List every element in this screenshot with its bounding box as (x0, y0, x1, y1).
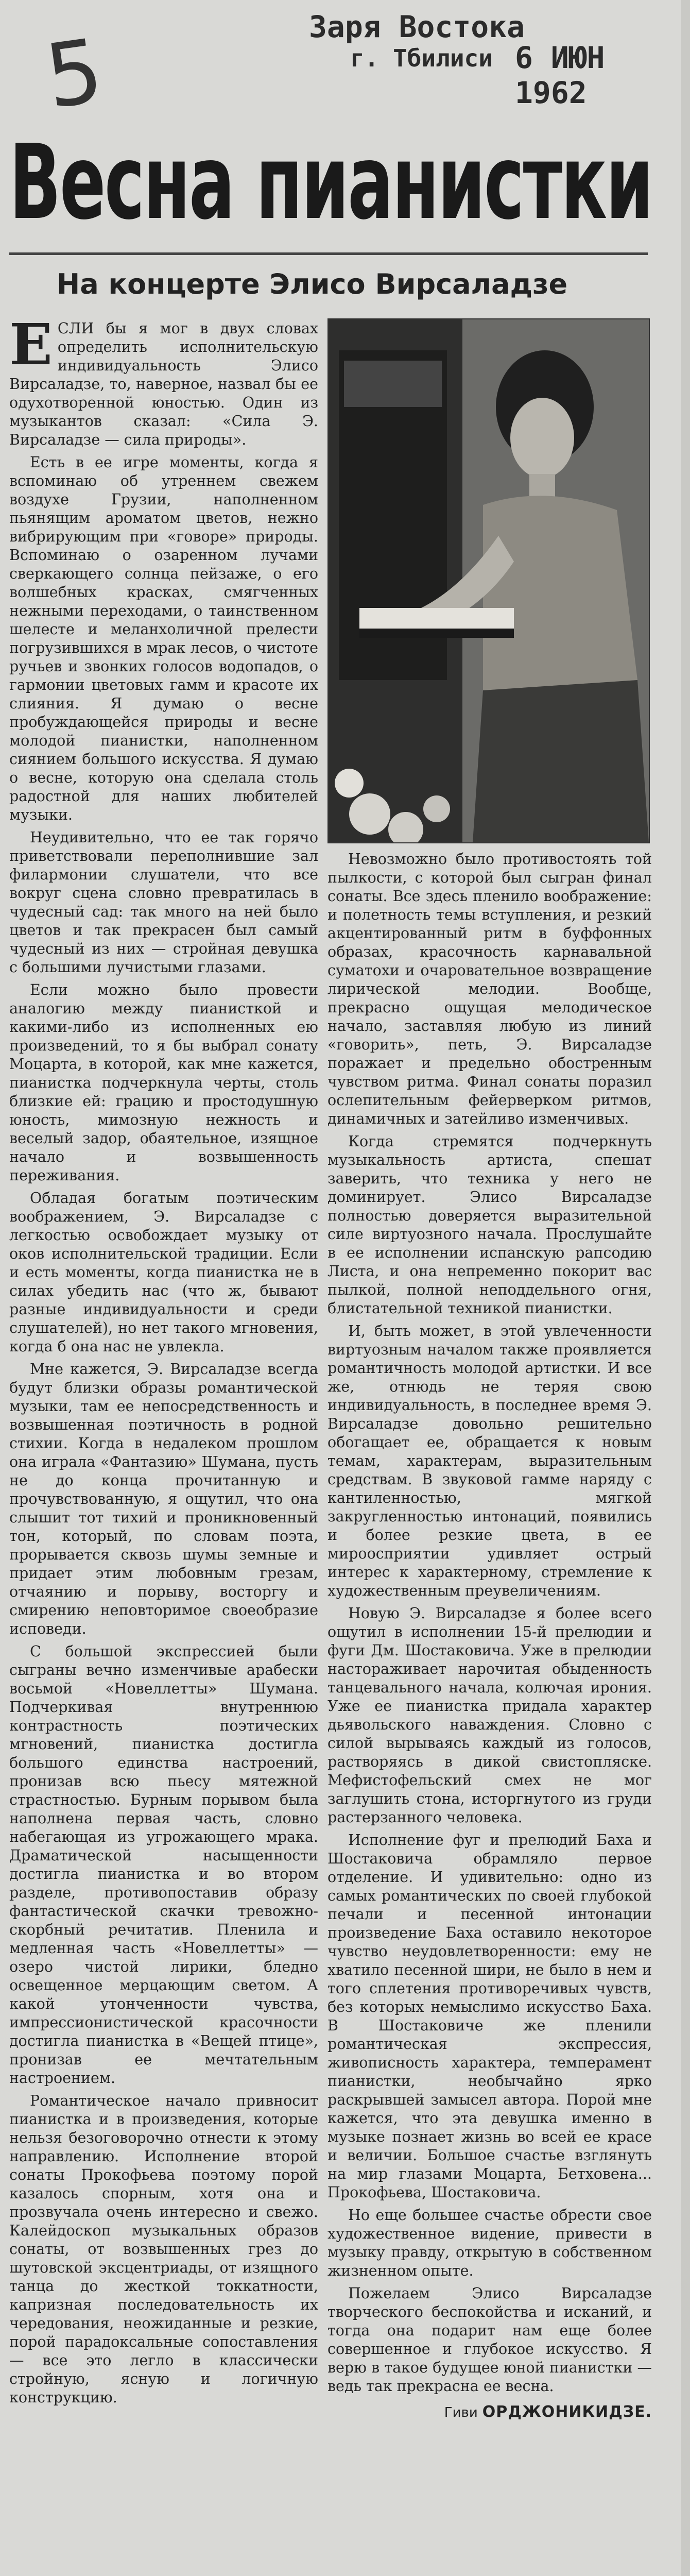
handwritten-page-number: 5 (39, 20, 109, 129)
stamp-newspaper: Заря Востока (309, 9, 525, 44)
author-first-name: Гиви (444, 2405, 478, 2420)
paragraph-9: Невозможно было противостоять той пылкости, с которой был сыгран финал сонаты. Все здесь пленило воображение: и полетность темы вступления, и резкий акцентированный ритм в буффонных образах, красочность карнавальной суматохи и очаровательное возвращение лирической мелодии. Вообще, прекрасно ощущая мелодическое начало, заставляя любую из линий «говорить», петь, Э. Вирсаладзе поражает и предельно обостренным чувством ритма. Финал сонаты поразил ослепительным фейерверком ритмов, динамичных и затейливо изменчивых. (327, 851, 652, 1127)
paragraph-6: Мне кажется, Э. Вирсаладзе всегда будут близки образы романтической музыки, там ее непосредственность и возвышенная поэтичность в родной стихии. Когда в недалеком прошлом она играла «Фантазию» Шумана, пусть не до конца прочитанную и прочувствованную, я ощутил, что она слышит тот тихий и проникновенный тон, который, по словам поэта, прорывается сквозь шумы земные и придает этим любовным грезам, отчаянию и порыву, восторгу и смирению неповторимое своеобразие исповеди. (9, 1361, 318, 1637)
paragraph-10: Когда стремятся подчеркнуть музыкальность артиста, спешат заверить, что техника у него не доминирует. Элисо Вирсаладзе полностью доверяется выразительной силе виртуозного начала. Прослушайте в ее исполнении испанскую рапсодию Листа, и она непременно покорит вас пылкой, полной неподдельного огня, блистательной техникой пианистки. (327, 1133, 652, 1317)
archive-stamp (309, 9, 649, 110)
paragraph-8: Романтическое начало привносит пианистка и в произведения, которые нельзя безоговорочно отнести к этому направлению. Исполнение второй сонаты Прокофьева поэтому порой казалось спорным, хотя она и прозвучала очень интересно и свежо. Калейдоскоп музыкальных образов сонаты, от возвышенных грез до шутовской эксцентриады, от изящного танца до жесткой токкатности, капризная последовательность их чередования, неожиданные и резкие, порой парадоксальные сопоставления — все это легло в классически стройную, ясную и логичную конструкцию. (9, 2092, 318, 2406)
author-signature (327, 2403, 652, 2422)
paragraph-1: ЕСЛИ бы я мог в двух словах определить исполнительскую индивидуальность Элисо Вирсаладзе, то, наверное, назвал бы ее одухотворенной юностью. Один из музыкантов сказал: «Сила Э. Вирсаладзе — сила природы». (9, 311, 318, 448)
paragraph-2: Есть в ее игре моменты, когда я вспоминаю об утреннем свежем воздухе Грузии, наполненном пьянящим ароматом цветов, нежно вибрирующим при «говоре» природы. Вспоминаю о озаренном лучами сверкающего солнца пейзаже, о его волшебных красках, смягченных нежными переходами, о таинственном шелесте и меланхоличной прелести погрузившихся в мрак лесов, о чистоте ручьев и звонких голосов водопадов, о гармонии цветовых гамм и красоте их слияния. Я думаю о весне пробуждающейся природы и весне молодой пианистки, наполненном сиянием большого искусства. Я думаю о весне, которую она сделала столь радостной для наших любителей музыки. (9, 454, 318, 823)
paragraph-11: И, быть может, в этой увлеченности виртуозным началом также проявляется романтичность молодой артистки. И все же, отнюдь не теряя свою индивидуальность, в последнее время Э. Вирсаладзе довольно решительно обогащает ее, обращается к новым темам, характерам, выразительным средствам. В звуковой гамме наряду с кантиленностью, мягкой закругленностью интонаций, появились и более резкие цвета, в ее мироосприятии удивляет острый интерес к характерному, стремление к художественным преувеличениям. (327, 1323, 652, 1599)
paragraph-15: Пожелаем Элисо Вирсаладзе творческого беспокойства и исканий, и тогда она подарит нам еще более совершенное и глубокое искусство. Я верю в такое будущее юной пианистки — ведь так прекрасна ее весна. (327, 2285, 652, 2395)
paragraph-14: Но еще большее счастье обрести свое художественное видение, привести в музыку правду, открытую в собственном жизненном опыте. (327, 2207, 652, 2279)
article-subtitle: На концерте Элисо Вирсаладзе (57, 268, 568, 300)
article-column-1 (9, 311, 318, 2406)
stamp-city: г. Тбилиси (350, 44, 493, 72)
paper-fold (681, 0, 690, 2576)
paragraph-13: Исполнение фуг и прелюдий Баха и Шостаковича обрамляло первое отделение. И удивительно: одно из самых романтических по своей глубокой печали и песенной интонации произведение Баха оставило некоторое чувство неудовлетворенности: ему не хватило песенной шири, не было в нем и того сплетения противоречивых чувств, без которых немыслимо искусство Баха. В Шостаковиче же пленили романтическая экспрессия, живописность характера, темперамент пианистки, необычайно ярко раскрывшей замысел автора. Порой мне кажется, что эта девушка именно в музыке познает жизнь во всей ее красе и величии. Большое счастье взглянуть на мир глазами Моцарта, Бетховена... Прокофьева, Шостаковича. (327, 1832, 652, 2201)
pianist-photo-illustration (329, 319, 649, 842)
article-title: Весна пианистки (9, 123, 652, 243)
paragraph-5: Обладая богатым поэтическим воображением, Э. Вирсаладзе с легкостью освобождает музыку от оков исполнительской традиции. Если и есть моменты, когда пианистка не в силах убедить нас (что ж, бывают разные индивидуальности и среди слушателей), но нет такого мгновения, когда б она нас не увлекла. (9, 1190, 318, 1355)
author-last-name: ОРДЖОНИКИДЗЕ. (482, 2403, 652, 2421)
drop-cap: Е (9, 311, 53, 378)
paragraph-7: С большой экспрессией были сыграны вечно изменчивые арабески восьмой «Новеллетты» Шумана. Подчеркивая внутреннюю контрастность поэтических мгновений, пианистка достигла большого единства настроений, пронизав всю пьесу мятежной страстностью. Бурным порывом была наполнена первая часть, словно набегающая из угрожающего мрака. Драматической насыщенности достигла пианистка и во втором разделе, противопоставив образу фантастической скачки тревожно-скорбный речитатив. Пленила и медленная часть «Новеллетты» — озеро чистой лирики, бледно освещенное мерцающим светом. А какой утонченности чувства, импрессионистической красочности достигла пианистка в «Вещей птице», пронизав ее мечтательным настроением. (9, 1643, 318, 2087)
article-column-2 (327, 850, 652, 2576)
paragraph-4: Если можно было провести аналогию между пианисткой и какими-либо из исполненных ею произведений, то я бы выбрал сонату Моцарта, в которой, как мне кажется, пианистка подчеркнула черты, столь близкие ей: грацию и простодушную юность, мимозную нежность и веселый задор, обаятельное, изящное начало и возвышенность переживания. (9, 981, 318, 1184)
stamp-date: 6 ИЮН 1962 (515, 40, 605, 110)
title-rule (9, 252, 648, 255)
paragraph-12: Новую Э. Вирсаладзе я более всего ощутил в исполнении 15-й прелюдии и фуги Дм. Шостаковича. Уже в прелюдии настораживает нарочитая обыденность танцевального начала, колючая ирония. Уже ее пианистка придала характер дьявольского наваждения. Словно с силой вырываясь каждый из голосов, растворяясь в дикой свистопляске. Мефистофельский смех не мог заглушить стона, исторгнутого из груди растерзанного человека. (327, 1605, 652, 1826)
paragraph-3: Неудивительно, что ее так горячо приветствовали переполнившие зал филармонии слушатели, что все вокруг сцена словно превратилась в чудесный сад: так много на ней было цветов и так прекрасен был самый чудесный из них — стройная девушка с большими лучистыми глазами. (9, 829, 318, 976)
pianist-photo (327, 318, 650, 843)
